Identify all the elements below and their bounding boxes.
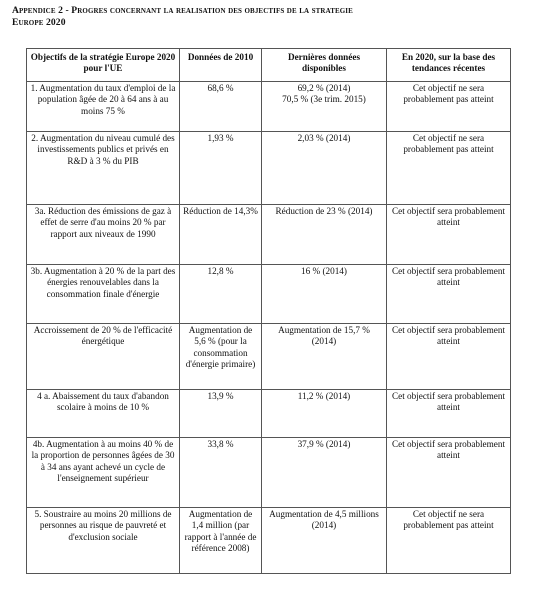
data-2010-cell: 13,9 %: [180, 390, 262, 438]
objective-cell: 5. Soustraire au moins 20 millions de personnes au risque de pauvreté et d'exclusion sociale: [27, 508, 180, 574]
header-data-2010: Données de 2010: [180, 49, 262, 82]
latest-data-cell: 37,9 % (2014): [262, 438, 387, 508]
table-row: [27, 205, 511, 265]
objective-cell: 3a. Réduction des émissions de gaz à effet de serre d'au moins 20 % par rapport aux niveaux de 1990: [27, 205, 180, 265]
table-row: [27, 132, 511, 205]
table-row: [27, 508, 511, 574]
latest-data-cell: 2,03 % (2014): [262, 132, 387, 205]
outlook-cell: Cet objectif ne sera probablement pas atteint: [387, 132, 511, 205]
outlook-cell: Cet objectif sera probablement atteint: [387, 265, 511, 324]
table-header-row: [27, 49, 511, 82]
latest-data-cell: 16 % (2014): [262, 265, 387, 324]
data-2010-cell: Augmentation de 5,6 % (pour la consommation d'énergie primaire): [180, 324, 262, 390]
title-line-1: Appendice 2 - Progres concernant la realisation des objectifs de la strategie: [12, 5, 353, 16]
latest-data-cell: Augmentation de 15,7 % (2014): [262, 324, 387, 390]
latest-data-cell: Réduction de 23 % (2014): [262, 205, 387, 265]
outlook-cell: Cet objectif sera probablement atteint: [387, 390, 511, 438]
latest-data-cell: 69,2 % (2014) 70,5 % (3e trim. 2015): [262, 82, 387, 132]
latest-data-cell: 11,2 % (2014): [262, 390, 387, 438]
outlook-cell: Cet objectif sera probablement atteint: [387, 438, 511, 508]
objective-cell: 1. Augmentation du taux d'emploi de la population âgée de 20 à 64 ans à au moins 75 %: [27, 82, 180, 132]
data-2010-cell: Réduction de 14,3%: [180, 205, 262, 265]
objective-cell: 2. Augmentation du niveau cumulé des investissements publics et privés en R&D à 3 % du PIB: [27, 132, 180, 205]
data-2010-cell: 68,6 %: [180, 82, 262, 132]
table-row: [27, 265, 511, 324]
data-2010-cell: 33,8 %: [180, 438, 262, 508]
table-row: [27, 82, 511, 132]
table-row: [27, 324, 511, 390]
outlook-cell: Cet objectif sera probablement atteint: [387, 205, 511, 265]
table-row: [27, 390, 511, 438]
objective-cell: 3b. Augmentation à 20 % de la part des énergies renouvelables dans la consommation finale d'énergie: [27, 265, 180, 324]
page-title: [12, 5, 527, 29]
outlook-cell: Cet objectif sera probablement atteint: [387, 324, 511, 390]
header-objectives: Objectifs de la stratégie Europe 2020 pour l'UE: [27, 49, 180, 82]
objective-cell: Accroissement de 20 % de l'efficacité énergétique: [27, 324, 180, 390]
data-2010-cell: 12,8 %: [180, 265, 262, 324]
header-latest-data: Dernières données disponibles: [262, 49, 387, 82]
outlook-cell: Cet objectif ne sera probablement pas atteint: [387, 508, 511, 574]
objective-cell: 4b. Augmentation à au moins 40 % de la proportion de personnes âgées de 30 à 34 ans ayant achevé un cycle de l'enseignement supérieur: [27, 438, 180, 508]
objectives-table: [26, 48, 511, 574]
table-row: [27, 438, 511, 508]
data-2010-cell: Augmentation de 1,4 million (par rapport à l'année de référence 2008): [180, 508, 262, 574]
data-2010-cell: 1,93 %: [180, 132, 262, 205]
outlook-cell: Cet objectif ne sera probablement pas atteint: [387, 82, 511, 132]
latest-data-cell: Augmentation de 4,5 millions (2014): [262, 508, 387, 574]
objective-cell: 4 a. Abaissement du taux d'abandon scolaire à moins de 10 %: [27, 390, 180, 438]
title-line-2: Europe 2020: [12, 17, 66, 28]
header-outlook-2020: En 2020, sur la base des tendances récentes: [387, 49, 511, 82]
